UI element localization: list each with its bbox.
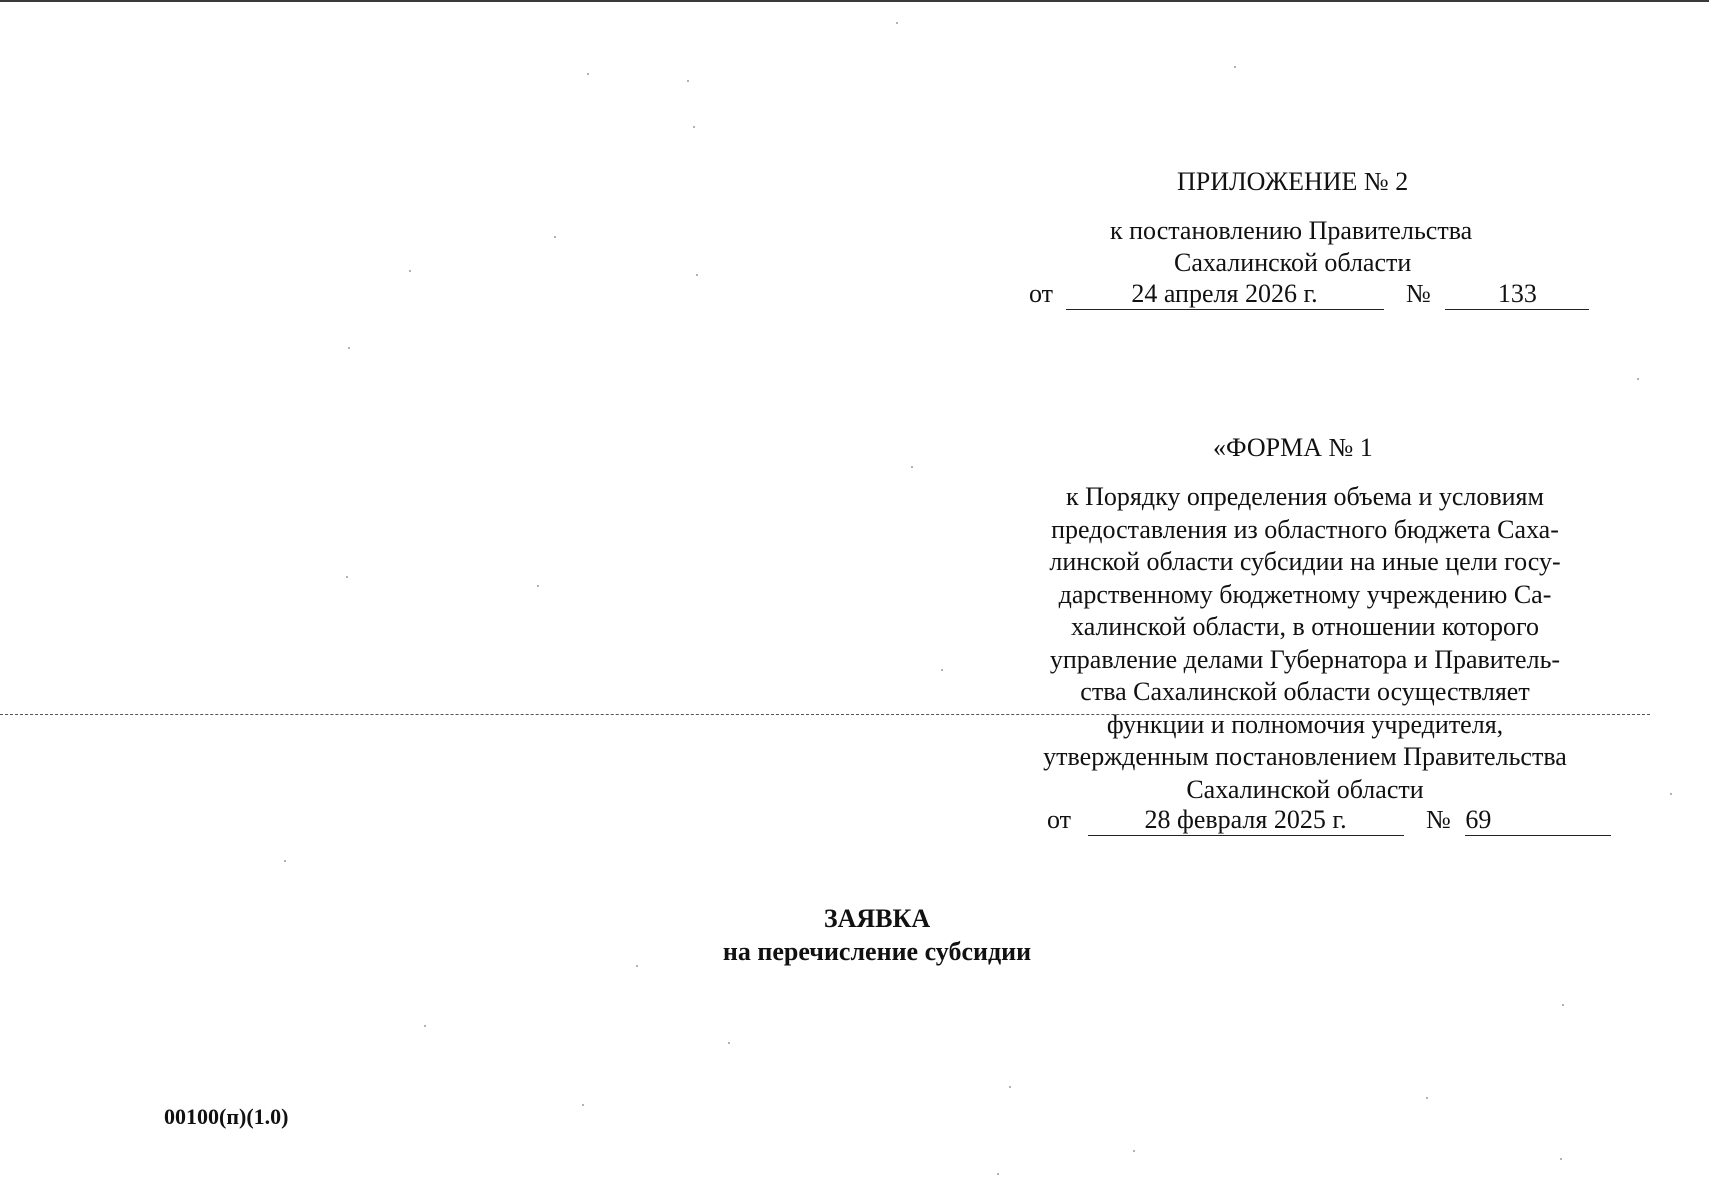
form-date: 28 февраля 2025 г. [1088,805,1404,836]
form-number-label: № [1426,805,1451,834]
appendix-number-label: № [1406,279,1431,308]
appendix-number: 133 [1445,279,1589,310]
form-title: «ФОРМА № 1 [1213,433,1373,462]
form-date-row [1047,804,1611,836]
form-description [1005,481,1605,806]
form-description-line: линской области субсидии на иные цели госу- [1049,547,1561,576]
form-description-line: ства Сахалинской области осуществляет [1080,677,1530,706]
form-description-line: предоставления из областного бюджета Саха- [1051,514,1559,544]
appendix-region-line: Сахалинской области [1174,248,1412,277]
request-title: ЗАЯВКА [823,904,931,933]
form-description-line: халинской области, в отношении которого [1071,612,1539,641]
request-subtitle: на перечисление субсидии [722,936,1032,966]
scan-edge [0,0,1709,2]
appendix-title: ПРИЛОЖЕНИЕ № 2 [1177,167,1409,196]
form-description-line: к Порядку определения объема и условиям [1066,482,1544,511]
form-from-label: от [1047,805,1072,834]
form-description-line: дарственному бюджетному учреждению Са- [1058,579,1552,609]
appendix-date: 24 апреля 2026 г. [1066,279,1384,310]
request-heading [577,903,1177,968]
form-number: 69 [1465,805,1611,836]
appendix-from-label: от [1029,279,1054,308]
form-description-line: функции и полномочия учредителя, [1106,709,1504,739]
appendix-date-row [1029,278,1589,310]
appendix-decree-line: к постановлению Правительства [1110,216,1473,245]
form-description-line: управление делами Губернатора и Правитель- [1049,644,1561,674]
form-description-line: Сахалинской области [1186,774,1424,804]
form-code: 00100(п)(1.0) [164,1104,289,1129]
form-description-line: утвержденным постановлением Правительства [1043,742,1567,771]
